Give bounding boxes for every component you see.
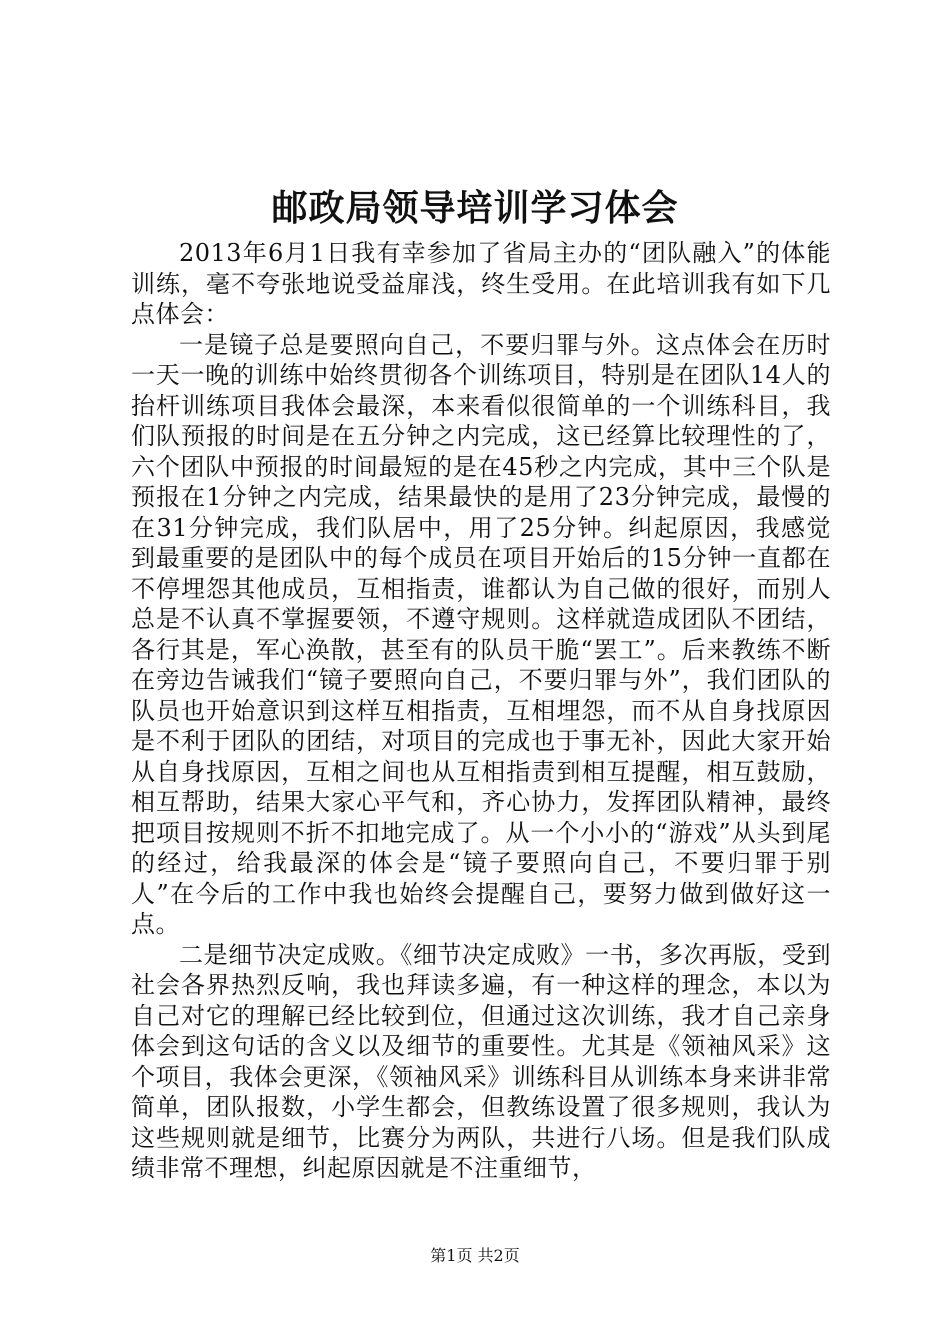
paragraph-point-two: 二是细节决定成败。《细节决定成败》一书，多次再版，受到社会各界热烈反响，我也拜读多遍，有一种这样的理念，本以为自己对它的理解已经比较到位，但通过这次训练，我才自己亲身体会到这句话的含义以及细节的重要性。尤其是《领袖风采》这个项目，我体会更深，《领袖风采》训练科目从训练本身来讲非常简单，团队报数，小学生都会，但教练设置了很多规则，我认为这些规则就是细节，比赛分为两队，共进行八场。但是我们队成绩非常不理想，纠起原因就是不注重细节， <box>131 940 831 1182</box>
paragraph-intro: 2013年6月1日我有幸参加了省局主办的“团队融入”的体能训练，毫不夸张地说受益扉浅，终生受用。在此培训我有如下几点体会： <box>131 239 831 328</box>
paragraph-point-one: 一是镜子总是要照向自己，不要归罪与外。这点体会在历时一天一晚的训练中始终贯彻各个训练项目，特别是在团队14人的抬杆训练项目我体会最深，本来看似很简单的一个训练科目，我们队预报的时间是在五分钟之内完成，这已经算比较理性的了，六个团队中预报的时间最短的是在45秒之内完成，其中三个队是预报在1分钟之内完成，结果最快的是用了23分钟完成，最慢的在31分钟完成，我们队居中，用了25分钟。纠起原因，我感觉到最重要的是团队中的每个成员在项目开始后的15分钟一直都在不停埋怨其他成员，互相指责，谁都认为自己做的很好，而别人总是不认真不掌握要领，不遵守规则。这样就造成团队不团结，各行其是，军心涣散，甚至有的队员干脆“罢工”。后来教练不断在旁边告诫我们“镜子要照向自己，不要归罪与外”，我们团队的队员也开始意识到这样互相指责，互相埋怨，而不从自身找原因是不利于团队的团结，对项目的完成也于事无补，因此大家开始从自身找原因，互相之间也从互相指责到相互提醒，相互鼓励，相互帮助，结果大家心平气和，齐心协力，发挥团队精神，最终把项目按规则不折不扣地完成了。从一个小小的“游戏”从头到尾的经过，给我最深的体会是“镜子要照向自己，不要归罪于别人”在今后的工作中我也始终会提醒自己，要努力做到做好这一点。 <box>131 330 831 938</box>
page-number-footer: 第1页 共2页 <box>430 1246 520 1265</box>
document-title: 邮政局领导培训学习体会 <box>271 187 679 229</box>
document-body <box>131 238 831 1184</box>
